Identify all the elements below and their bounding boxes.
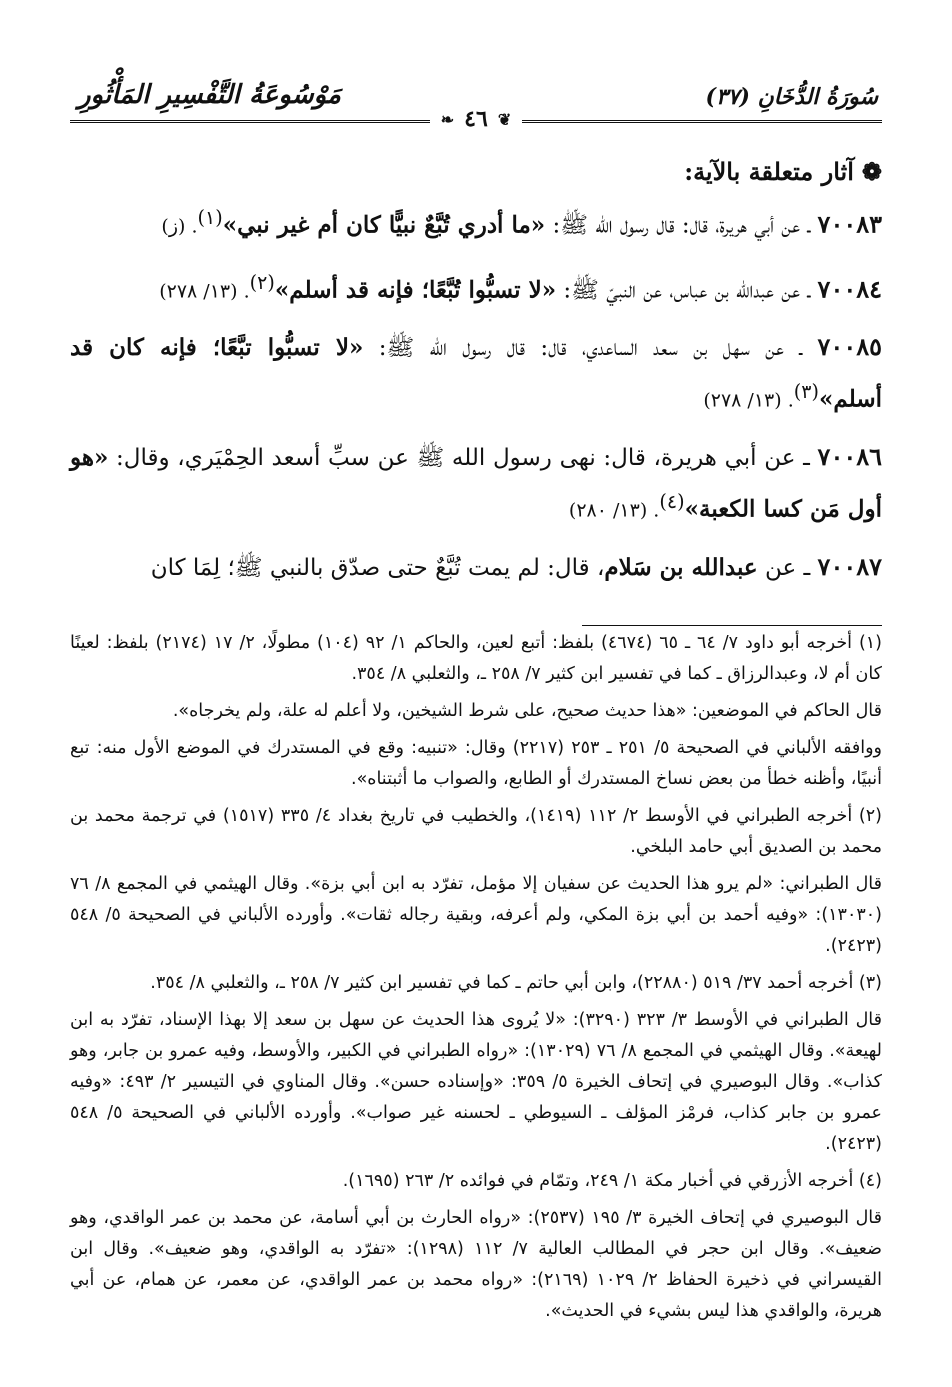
entry-quote: «ما أدري تُبَّعٌ نبيًّا كان أم غير نبي»: [222, 211, 546, 239]
entry-text: ، قال: لم يمت تُبَّعٌ حتى صدّق بالنبي ﷺ؛ لِمَا كان: [150, 554, 605, 581]
entry-text: ـ عن أبي هريرة، قال: نهى رسول الله ﷺ عن سبِّ أسعد الحِمْيَري، وقال:: [108, 444, 818, 471]
footnote-marker: (٢): [249, 270, 275, 294]
footnote-paragraph: قال الطبراني: «لم يرو هذا الحديث عن سفيان إلا مؤمل، تفرّد به ابن أبي بزة». وقال الهيثمي في المجمع ٨/ ٧٦ (١٣٠٣٠): «وفيه أحمد بن أبي بزة المكي، ولم أعرفه، وبقية رجاله ثقات». وأورده الألباني في الصحيحة ٥/ ٥٤٨ (٢٤٢٣).: [70, 874, 882, 956]
entry-text: ـ عن: [757, 554, 818, 581]
footnote-marker: (٣): [793, 380, 820, 404]
entry-text: ـ عن عبدالله بن عباس، عن النبيّ ﷺ:: [556, 277, 818, 304]
footnote-marker: (١): [197, 206, 223, 229]
page-number: ٤٦: [464, 106, 488, 132]
series-title: مَوْسُوعَةُ التَّفْسِيرِ المَأْثُورِ: [78, 80, 341, 110]
athar-entry: [70, 435, 882, 533]
ornament-icon: ❧: [440, 109, 455, 129]
entry-text: ـ عن أبي هريرة، قال: قال رسول الله ﷺ:: [545, 212, 818, 239]
footnote-paragraph: (٤) أخرجه الأزرقي في أخبار مكة ١/ ٢٤٩، وتمّام في فوائده ٢/ ٢٦٣ (١٦٩٥).: [342, 1171, 882, 1191]
entry-quote: «هو أول مَن كسا الكعبة»: [70, 443, 882, 523]
footnotes: [70, 628, 882, 1333]
entry-number: ٧٠٠٨٥: [817, 332, 882, 362]
entry-quote: عبدالله بن سَلام: [604, 553, 758, 581]
footnote-separator: [582, 625, 882, 626]
entry-quote: «لا تسبُّوا تبَّعًا؛ فإنه كان قد أسلم»: [70, 334, 882, 413]
page-number-block: [441, 106, 511, 132]
main-text: [70, 150, 882, 602]
entry-number: ٧٠٠٨٤: [817, 274, 882, 304]
footnote-paragraph: قال الطبراني في الأوسط ٣/ ٣٢٣ (٣٢٩٠): «لا يُروى هذا الحديث عن سهل بن سعد إلا بهذا الإسناد، تفرّد به ابن لهيعة». وقال الهيثمي في المجمع ٨/ ٧٦ (١٣٠٢٩): «رواه الطبراني في الكبير، والأوسط، وفيه عمرو بن جابر، وهو كذاب». وقال البوصيري في إتحاف الخيرة ٥/ ٣٥٩: «وإسناده حسن». وقال المناوي في التيسير ٢/ ٤٩٣: «وفيه عمرو بن جابر كذاب، فرمْز المؤلف ـ السيوطي ـ لحسنه غير صواب». وأورده الألباني في الصحيحة ٥/ ٥٤٨ (٢٤٢٣).: [70, 1010, 883, 1154]
ornament-icon: ❦: [497, 109, 512, 129]
header-rule-right: [522, 120, 882, 123]
entry-reference: . (ز): [161, 215, 198, 238]
footnote-marker: (٤): [659, 489, 685, 513]
footnote-paragraph: قال البوصيري في إتحاف الخيرة ٣/ ١٩٥ (٢٥٣٧): «رواه الحارث بن أبي أسامة، عن محمد بن عمر الواقدي، وهو ضعيف». وقال ابن حجر في المطالب العالية ٧/ ١١٢ (١٢٩٨): «تفرّد به الواقدي، وهو ضعيف». وقال ابن القيسراني في ذخيرة الحفاظ ٢/ ١٠٢٩ (٢١٦٩): «رواه محمد بن عمر الواقدي، عن معمر، عن همام، عن أبي هريرة، والواقدي هذا ليس بشيء في الحديث».: [70, 1208, 883, 1321]
footnote-paragraph: قال الحاكم في الموضعين: «هذا حديث صحيح، على شرط الشيخين، ولا أعلم له علة، ولم يخرجاه».: [172, 701, 882, 721]
athar-entry: [70, 325, 882, 423]
section-title: آثار متعلقة بالآية:: [684, 157, 854, 186]
footnote-paragraph: (٢) أخرجه الطبراني في الأوسط ٢/ ١١٢ (١٤١٩)، والخطيب في تاريخ بغداد ٤/ ٣٣٥ (١٥١٧) في ترجمة محمد بن محمد بن الصديق أبي حامد البلخي.: [70, 806, 882, 857]
athar-entry: [70, 261, 882, 314]
entry-text: ـ عن سهل بن سعد الساعدي، قال: قال رسول الله ﷺ:: [363, 335, 818, 362]
entry-number: ٧٠٠٨٣: [817, 209, 882, 239]
header-rule-left: [70, 120, 430, 123]
entry-number: ٧٠٠٨٧: [817, 551, 882, 581]
section-heading: [70, 150, 882, 194]
entry-reference: . (١٣/ ٢٧٨): [159, 280, 250, 303]
footnote-paragraph: (٣) أخرجه أحمد ٣٧/ ٥١٩ (٢٢٨٨٠)، وابن أبي حاتم ـ كما في تفسير ابن كثير ٧/ ٢٥٨ ـ، والثعلبي ٨/ ٣٥٤.: [150, 973, 882, 993]
footnote-paragraph: ووافقه الألباني في الصحيحة ٥/ ٢٥١ ـ ٢٥٣ (٢٢١٧) وقال: «تنبيه: وقع في المستدرك في الموضع الأول منه: تبع أنبيًا، وأظنه خطأ من بعض نساخ المستدرك أو الطابع، والصواب ما أثبتناه».: [70, 738, 883, 789]
entry-reference: . (١٣/ ٢٨٠): [568, 499, 660, 522]
footnote-paragraph: (١) أخرجه أبو داود ٧/ ٦٤ ـ ٦٥ (٤٦٧٤) بلفظ: أتبع لعين، والحاكم ١/ ٩٢ (١٠٤) مطولًا، ٢/ ١٧ (٢١٧٤) بلفظ: لعينًا كان أم لا، وعبدالرزاق ـ كما في تفسير ابن كثير ٧/ ٢٥٨ ـ، والثعلبي ٨/ ٣٥٤.: [70, 633, 882, 684]
entry-reference: . (١٣/ ٢٧٨): [703, 389, 794, 412]
flower-ornament-icon: ❁: [861, 157, 882, 186]
athar-entry: [70, 196, 882, 249]
surah-title: سُورَةُ الدُّخَانِ (٣٧): [705, 84, 878, 110]
athar-entry: [70, 545, 882, 590]
entry-quote: «لا تسبُّوا تُبَّعًا؛ فإنه قد أسلم»: [274, 276, 557, 304]
entry-number: ٧٠٠٨٦: [817, 441, 882, 471]
page-header: [70, 70, 882, 140]
